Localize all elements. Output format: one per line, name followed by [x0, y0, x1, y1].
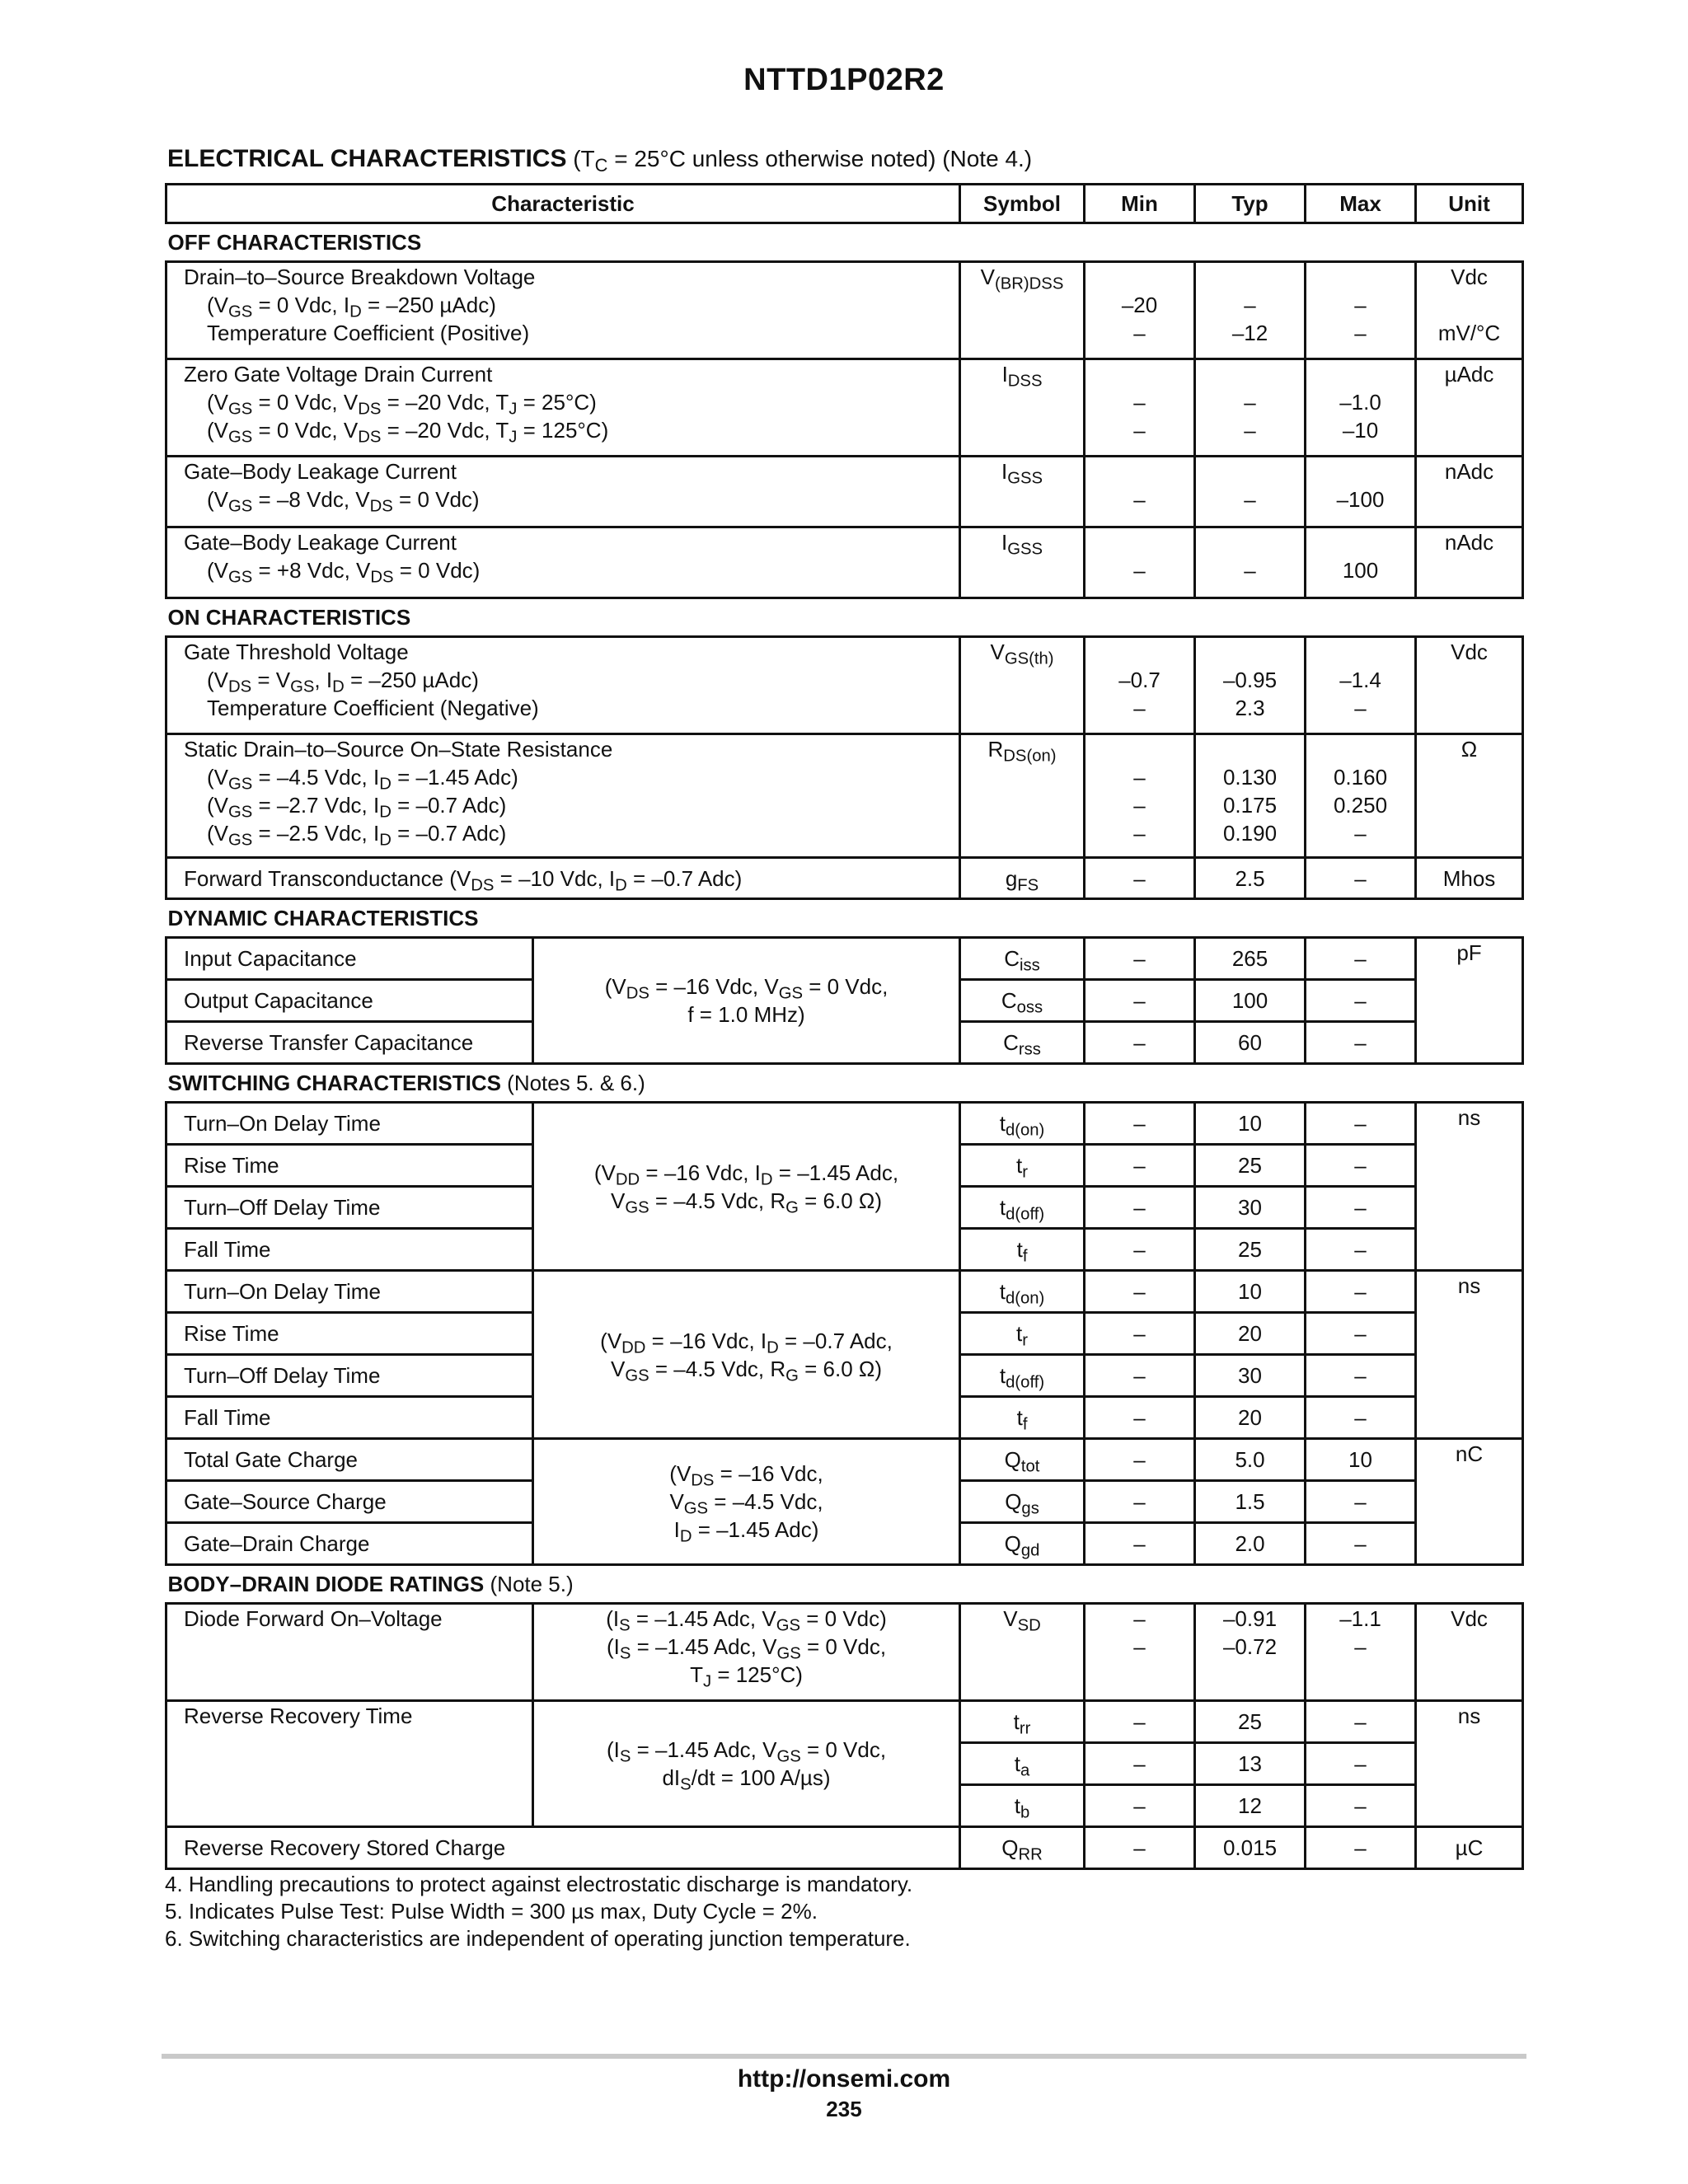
test-condition: ($I_S = -1.45$ Adc, $V_{GS} = 0$ Vdc, $dI_S/dt = 100$ A/µs): [533, 1701, 960, 1827]
note-4: 4. Handling precautions to protect against electrostatic discharge is mandatory.: [165, 1872, 913, 1896]
symbol-cell: $I_{DSS}$: [960, 359, 1085, 457]
test-condition: ($V_{DD} = -16$ Vdc, $I_D = -0.7$ Adc, $V_{GS} = -4.5$ Vdc, $R_G = 6.0$ Ω): [533, 1271, 960, 1439]
table-row: Diode Forward On–Voltage ($I_S = -1.45$ Adc, $V_{GS} = 0$ Vdc) ($I_S = -1.45$ Adc, $V_{GS} = 0$ Vdc, $T_J = 125^\circ C$) $V_{SD}$ – – –0.91 –0.72 –1.1 – Vdc: [166, 1604, 1523, 1701]
page-number: 235: [826, 2097, 862, 2121]
symbol-cell: $g_{FS}$: [960, 858, 1085, 899]
table-row: Zero Gate Voltage Drain Current ($V_{GS} = 0$ Vdc, $V_{DS} = -20$ Vdc, $T_J = 25^\circ C$) ($V_{GS} = 0$ Vdc, $V_{DS} = -20$ Vdc, $T_J = 125^\circ C$) $I_{DSS}$ – – – – –1.0 –10 µAdc: [166, 359, 1523, 457]
table-row: Reverse Transfer Capacitance $C_{rss}$ – 60 –: [166, 1022, 1523, 1064]
symbol-cell: $Q_{tot}$: [960, 1439, 1085, 1481]
header-row: [166, 185, 1523, 223]
symbol-cell: $I_{GSS}$: [960, 457, 1085, 527]
symbol-cell: $Q_{RR}$: [960, 1827, 1085, 1869]
symbol-cell: $V_{SD}$: [960, 1604, 1085, 1701]
table-row: Fall Time $t_f$ – 25 –: [166, 1229, 1523, 1271]
symbol-cell: $t_{d(on)}$: [960, 1271, 1085, 1313]
table-row: Rise Time $t_r$ – 20 –: [166, 1313, 1523, 1355]
test-condition: ($V_{DD} = -16$ Vdc, $I_D = -1.45$ Adc, $V_{GS} = -4.5$ Vdc, $R_G = 6.0$ Ω): [533, 1103, 960, 1271]
header-max: Max: [1306, 185, 1416, 223]
table-row: Turn–On Delay Time ($V_{DD} = -16$ Vdc, $I_D = -1.45$ Adc, $V_{GS} = -4.5$ Vdc, $R_G = 6.0$ Ω) $t_{d(on)}$ – 10 – ns: [166, 1103, 1523, 1145]
symbol-cell: $I_{GSS}$: [960, 527, 1085, 598]
table-row: Gate–Body Leakage Current ($V_{GS} = +8$ Vdc, $V_{DS} = 0$ Vdc) $I_{GSS}$ – – 100 nAdc: [166, 527, 1523, 598]
table-row: Gate–Source Charge $Q_{gs}$ – 1.5 –: [166, 1481, 1523, 1523]
group-switching: SWITCHING CHARACTERISTICS (Notes 5. & 6.): [166, 1064, 1523, 1103]
table-row: Total Gate Charge ($V_{DS} = -16$ Vdc, $V_{GS} = -4.5$ Vdc, $I_D = -1.45$ Adc) $Q_{tot}$ – 5.0 10 nC: [166, 1439, 1523, 1481]
table-row: Forward Transconductance ($V_{DS} = -10$ Vdc, $I_D = -0.7$ Adc) $g_{FS}$ – 2.5 – Mhos: [166, 858, 1523, 899]
group-body-diode: BODY–DRAIN DIODE RATINGS (Note 5.): [166, 1565, 1523, 1604]
symbol-cell: $t_{d(off)}$: [960, 1187, 1085, 1229]
symbol-cell: $R_{DS(on)}$: [960, 734, 1085, 858]
symbol-cell: $t_b$: [960, 1785, 1085, 1827]
table-row: Turn–Off Delay Time $t_{d(off)}$ – 30 –: [166, 1187, 1523, 1229]
note-6: 6. Switching characteristics are independent of operating junction temperature.: [165, 1926, 911, 1951]
table-row: Reverse Recovery Time ($I_S = -1.45$ Adc, $V_{GS} = 0$ Vdc, $dI_S/dt = 100$ A/µs) $t_{rr}$ – 25 – ns: [166, 1701, 1523, 1743]
symbol-cell: $t_f$: [960, 1397, 1085, 1439]
symbol-cell: $t_{d(off)}$: [960, 1355, 1085, 1397]
electrical-characteristics-table: [165, 183, 1524, 1870]
document-title: NTTD1P02R2: [743, 63, 945, 97]
symbol-cell: $Q_{gs}$: [960, 1481, 1085, 1523]
header-typ: Typ: [1195, 185, 1306, 223]
table-row: Gate Threshold Voltage ($V_{DS} = V_{GS}$, $I_D = -250$ µAdc) Temperature Coefficient (Negative) $V_{GS(th)}$ –0.7 – –0.95 2.3 –1.4 – Vdc: [166, 637, 1523, 734]
symbol-cell: $Q_{gd}$: [960, 1523, 1085, 1565]
table-row: $t_a$ – 13 –: [166, 1743, 1523, 1785]
group-dynamic: DYNAMIC CHARACTERISTICS: [166, 899, 1523, 938]
test-condition: ($V_{DS} = -16$ Vdc, $V_{GS} = -4.5$ Vdc, $I_D = -1.45$ Adc): [533, 1439, 960, 1565]
symbol-cell: $V_{(BR)DSS}$: [960, 262, 1085, 359]
symbol-cell: $C_{rss}$: [960, 1022, 1085, 1064]
section-condition: ($T_C = 25^\circ C$ unless otherwise noted) (Note 4.): [573, 146, 1033, 176]
table-row: Input Capacitance ($V_{DS} = -16$ Vdc, $V_{GS} = 0$ Vdc, f = 1.0 MHz) $C_{iss}$ – 265 – pF: [166, 938, 1523, 980]
table-row: Gate–Drain Charge $Q_{gd}$ – 2.0 –: [166, 1523, 1523, 1565]
footer-url[interactable]: http://onsemi.com: [737, 2065, 951, 2093]
symbol-cell: $t_r$: [960, 1313, 1085, 1355]
table-row: Turn–Off Delay Time $t_{d(off)}$ – 30 –: [166, 1355, 1523, 1397]
table-row: Rise Time $t_r$ – 25 –: [166, 1145, 1523, 1187]
group-on: ON CHARACTERISTICS: [166, 598, 1523, 637]
symbol-cell: $t_f$: [960, 1229, 1085, 1271]
group-off: OFF CHARACTERISTICS: [166, 223, 1523, 262]
table-row: Turn–On Delay Time ($V_{DD} = -16$ Vdc, $I_D = -0.7$ Adc, $V_{GS} = -4.5$ Vdc, $R_G = 6.0$ Ω) $t_{d(on)}$ – 10 – ns: [166, 1271, 1523, 1313]
table-row: Gate–Body Leakage Current ($V_{GS} = -8$ Vdc, $V_{DS} = 0$ Vdc) $I_{GSS}$ – – –100 nAdc: [166, 457, 1523, 527]
symbol-cell: $V_{GS(th)}$: [960, 637, 1085, 734]
footer-divider: [162, 2054, 1526, 2059]
note-5: 5. Indicates Pulse Test: Pulse Width = 300 µs max, Duty Cycle = 2%.: [165, 1899, 818, 1924]
header-characteristic: Characteristic: [166, 185, 960, 223]
table-row: Drain–to–Source Breakdown Voltage ($V_{GS} = 0$ Vdc, $I_D = -250$ µAdc) Temperature Coefficient (Positive) $V_{(BR)DSS}$ –20 – – –12 – – Vdc mV/°C: [166, 262, 1523, 359]
symbol-cell: $C_{oss}$: [960, 980, 1085, 1022]
section-title: [167, 145, 1033, 176]
header-unit: Unit: [1416, 185, 1523, 223]
header-symbol: Symbol: [960, 185, 1085, 223]
test-condition: ($V_{DS} = -16$ Vdc, $V_{GS} = 0$ Vdc, f = 1.0 MHz): [533, 938, 960, 1064]
notes: [165, 1871, 912, 1952]
symbol-cell: $t_a$: [960, 1743, 1085, 1785]
table-row: Reverse Recovery Stored Charge $Q_{RR}$ – 0.015 – µC: [166, 1827, 1523, 1869]
symbol-cell: $t_{d(on)}$: [960, 1103, 1085, 1145]
section-title-text: ELECTRICAL CHARACTERISTICS: [167, 145, 567, 172]
table-row: Static Drain–to–Source On–State Resistance ($V_{GS} = -4.5$ Vdc, $I_D = -1.45$ Adc) ($V_{GS} = -2.7$ Vdc, $I_D = -0.7$ Adc) ($V_{GS} = -2.5$ Vdc, $I_D = -0.7$ Adc) $R_{DS(on)}$ – – – 0.130 0.175 0.190 0.160 0.250 – Ω: [166, 734, 1523, 858]
symbol-cell: $t_r$: [960, 1145, 1085, 1187]
table-row: Fall Time $t_f$ – 20 –: [166, 1397, 1523, 1439]
symbol-cell: $C_{iss}$: [960, 938, 1085, 980]
header-min: Min: [1085, 185, 1195, 223]
table-row: Output Capacitance $C_{oss}$ – 100 –: [166, 980, 1523, 1022]
symbol-cell: $t_{rr}$: [960, 1701, 1085, 1743]
test-condition: ($I_S = -1.45$ Adc, $V_{GS} = 0$ Vdc) ($I_S = -1.45$ Adc, $V_{GS} = 0$ Vdc, $T_J = 125^\circ C$): [533, 1604, 960, 1701]
table-row: $t_b$ – 12 –: [166, 1785, 1523, 1827]
